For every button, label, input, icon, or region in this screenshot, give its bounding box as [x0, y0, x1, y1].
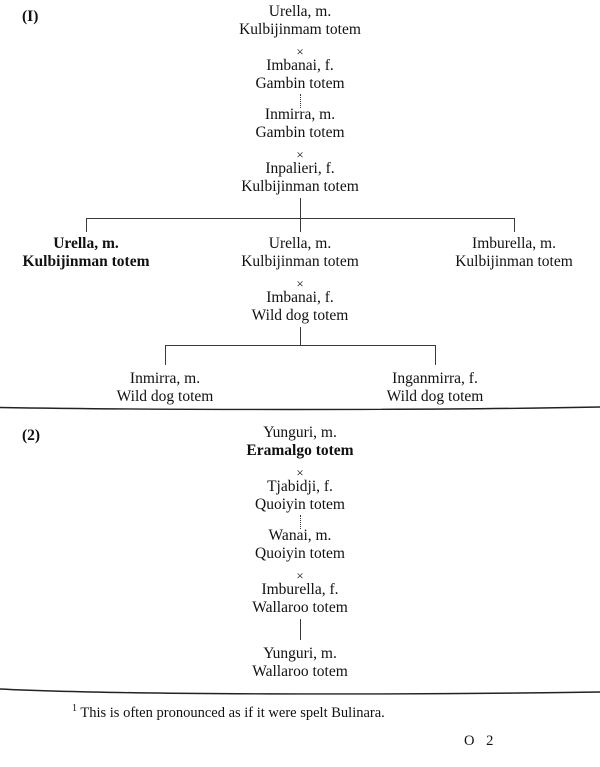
genealogy-node [205, 106, 395, 143]
genealogy-node [355, 370, 515, 407]
section-marker-2: (2) [22, 427, 41, 444]
sibling-drop [165, 345, 166, 365]
sibling-bar [165, 345, 435, 346]
node-line: Eramalgo totem [246, 442, 354, 460]
footnote [72, 703, 385, 722]
sibling-drop [435, 345, 436, 365]
descent-line [300, 198, 301, 218]
node-line: Urella, m. [53, 235, 119, 252]
node-line: Inpalieri, f. [265, 160, 335, 177]
marriage-symbol: × [296, 568, 304, 583]
footnote-marker: 1 [72, 703, 77, 714]
marriage-symbol: × [296, 276, 304, 291]
section-divider [0, 406, 600, 412]
sibling-drop [514, 218, 515, 232]
page-signature: O 2 [464, 733, 498, 749]
descent-line [300, 619, 301, 640]
node-line: Gambin totem [255, 75, 345, 93]
genealogy-node [6, 235, 166, 272]
node-line: Yunguri, m. [263, 424, 337, 441]
node-line: Imburella, m. [472, 235, 556, 252]
node-line: Yunguri, m. [263, 645, 337, 662]
node-line: Imbanai, f. [266, 289, 334, 306]
node-line: Quoiyin totem [255, 496, 345, 514]
marriage-symbol: × [296, 44, 304, 59]
node-line: Inganmirra, f. [392, 370, 478, 387]
node-line: Quoiyin totem [255, 545, 345, 563]
genealogy-node [85, 370, 245, 407]
descent-line [300, 327, 301, 345]
node-line: Imbanai, f. [266, 57, 334, 74]
node-line: Urella, m. [268, 3, 332, 20]
node-line: Kulbijinman totem [241, 253, 359, 271]
genealogy-node [205, 527, 395, 564]
node-line: Kulbijinman totem [241, 178, 359, 196]
sibling-drop [300, 218, 301, 232]
sibling-drop [86, 218, 87, 232]
node-line: Gambin totem [255, 124, 345, 142]
genealogy-node [210, 235, 390, 272]
node-line: Kulbijinmam totem [239, 21, 361, 39]
node-line: Wallaroo totem [252, 663, 348, 681]
marriage-symbol: × [296, 465, 304, 480]
section-marker-1: (I) [22, 8, 39, 25]
node-line: Imburella, f. [261, 581, 339, 598]
genealogy-node [205, 645, 395, 682]
node-line: Wild dog totem [116, 388, 214, 406]
node-line: Wild dog totem [251, 307, 349, 325]
node-line: Kulbijinman totem [22, 253, 150, 271]
node-line: Kulbijinman totem [455, 253, 573, 271]
footnote-divider [0, 688, 600, 694]
genealogy-node [205, 3, 395, 40]
node-line: Urella, m. [268, 235, 332, 252]
node-line: Wallaroo totem [252, 599, 348, 617]
marriage-symbol: × [296, 147, 304, 162]
footnote-text: This is often pronounced as if it were spelt Bulinara. [80, 704, 385, 721]
genealogy-node [430, 235, 598, 272]
node-line: Inmirra, m. [129, 370, 201, 387]
genealogy-node [210, 289, 390, 326]
genealogy-node [205, 581, 395, 618]
node-line: Wanai, m. [268, 527, 332, 544]
genealogy-node [205, 57, 395, 94]
genealogy-node [205, 424, 395, 461]
node-line: Tjabidji, f. [267, 478, 333, 495]
node-line: Inmirra, m. [264, 106, 336, 123]
genealogy-node [205, 160, 395, 197]
genealogy-node [205, 478, 395, 515]
node-line: Wild dog totem [386, 388, 484, 406]
